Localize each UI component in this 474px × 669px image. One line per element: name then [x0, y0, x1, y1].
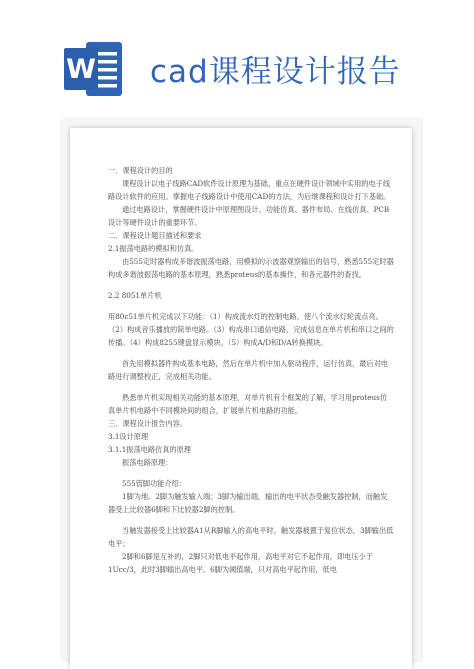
- paragraph: 用80c51单片机完成以下功能：（1）构成流水灯的控制电路，使八个流水灯轮流点亮。（2）构成音乐播放的简单电路。（3）构成串口通信电路，完成信息在单片机和串口之间的传播。（4）构成8255键盘显示模块。（5）构成A/D和D/A转换模块。: [108, 312, 394, 347]
- document-body: [108, 164, 394, 576]
- word-logo-icon: [62, 38, 124, 100]
- subsection-heading: 2.1振荡电路的模拟和仿真。: [108, 244, 199, 253]
- paragraph: 通过电路设计，掌握硬件设计中原理图设计、功能仿真、器件布局、在线仿真、PCB设计等硬件设计的重要环节。: [108, 205, 390, 227]
- paragraph: 熟悉单片机实现相关功能的基本原理，对单片机有个框架的了解，学习用proteus仿真单片机电路中不同模块间的组合，扩展单片机电路的功能。: [108, 393, 388, 415]
- section-heading: 三．课程设计报告内容。: [108, 419, 188, 428]
- section-heading: 二．课程设计题目描述和要求: [108, 231, 202, 240]
- paragraph: 1脚为地。2脚为触发输入端；3脚为输出端，输出的电平状态受触发器控制，而触发器受上比较器6脚和下比较器2脚的控制。: [108, 492, 388, 514]
- section-heading: 一．课程设计的目的: [108, 166, 173, 175]
- paragraph: 当触发器接受上比较器A1从R脚输入的高电平时，触发器被置于复位状态，3脚输出低电平；: [108, 526, 394, 548]
- document-page: [70, 128, 412, 669]
- subsection-heading: 3.1设计原理: [108, 432, 149, 441]
- paragraph: 振荡电路原理：: [122, 458, 173, 467]
- paragraph: 由555定时器构成多谐波振荡电路，用模拟的示波器观察输出的信号，熟悉555定时器构成多谐波振荡电路的基本原理，熟悉proteus的基本操作，和各元器件的查找。: [108, 257, 394, 279]
- page-title: cad课程设计报告: [150, 54, 401, 90]
- svg-text:W: W: [66, 54, 96, 85]
- paragraph: 2脚和6脚是互补的，2脚只对低电平起作用，高电平对它不起作用，即电压小于1Ucc/3，此时3脚输出高电平。6脚为阈值端，只对高电平起作用，低电: [108, 552, 373, 574]
- subsection-heading: 3.1.1振荡电路仿真的原理: [108, 445, 191, 454]
- paragraph: 课程设计以电子线路CAD软件设计原理为基础，重点在硬件设计领域中实用的电子线路设计软件的应用。掌握电子线路设计中使用CAD的方法，为后继课程和设计打下基础。: [108, 179, 391, 201]
- subsection-heading: 2.2 8051单片机: [108, 291, 162, 300]
- paragraph: 首先用模拟器件构成基本电路，然后在单片机中加入驱动程序，运行仿真，最后对电路进行调整校正，完成相关功能。: [108, 359, 388, 381]
- paragraph: 555管脚功能介绍：: [122, 479, 187, 488]
- header: [0, 0, 474, 110]
